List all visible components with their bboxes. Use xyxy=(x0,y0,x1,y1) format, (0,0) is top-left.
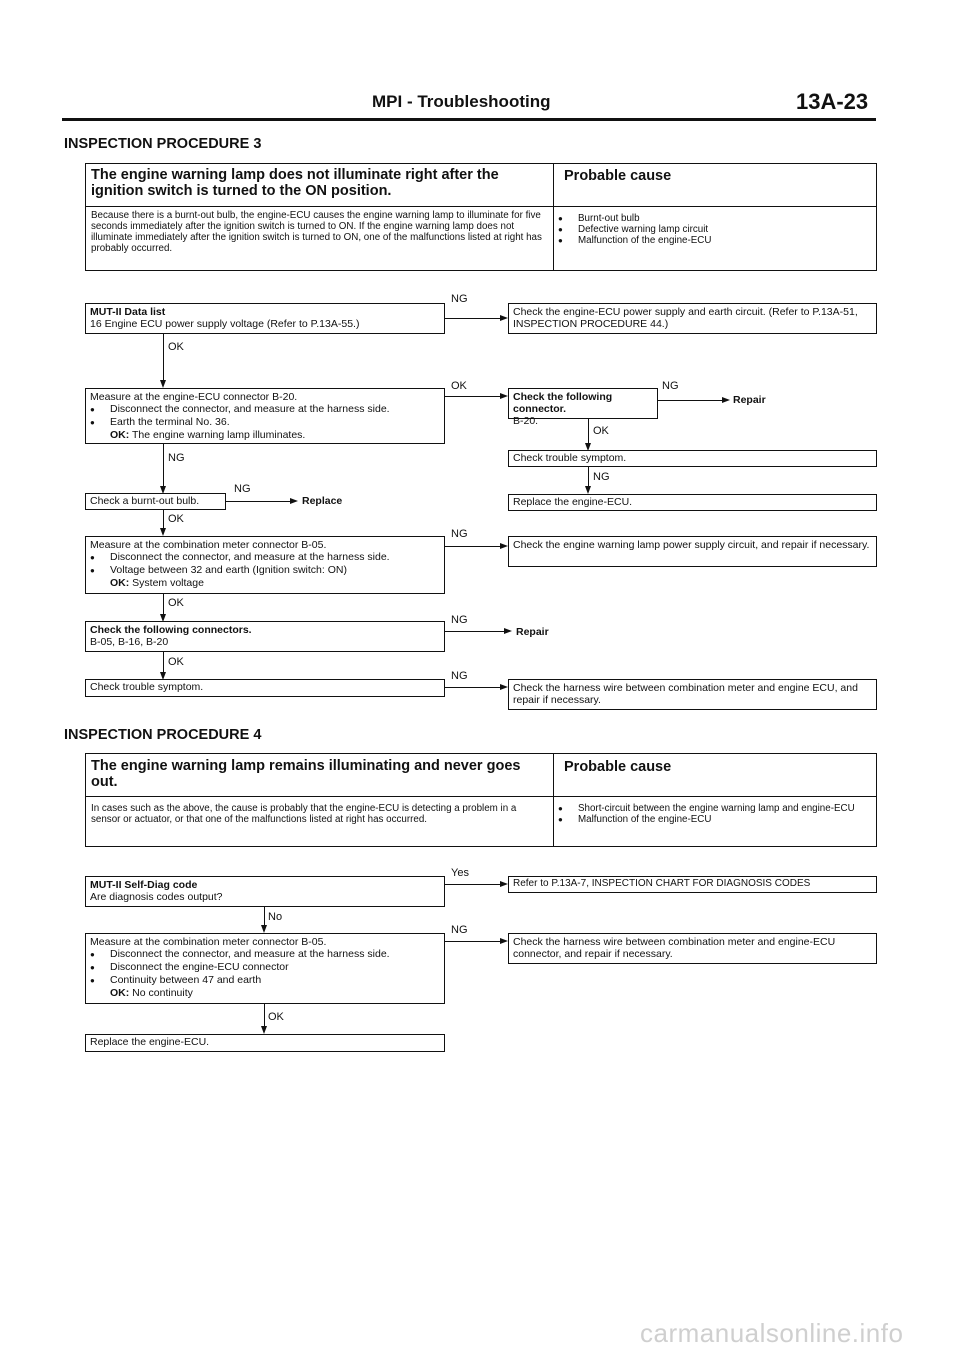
proc4-step2-ok-val: No continuity xyxy=(132,987,193,999)
label-ok: OK xyxy=(451,380,467,392)
proc3-symptom-table xyxy=(85,163,877,271)
proc4-symptom: The engine warning lamp remains illuminating and never goes out. xyxy=(91,758,521,790)
proc3-heading: INSPECTION PROCEDURE 3 xyxy=(64,136,262,152)
label-ng: NG xyxy=(168,452,185,464)
proc3-step1-text: 16 Engine ECU power supply voltage (Refer to P.13A-55.) xyxy=(90,318,360,330)
proc3-symptom: The engine warning lamp does not illuminate right after the ignition switch is turned to the ON position. xyxy=(91,167,499,199)
page-number: 13A-23 xyxy=(796,89,869,114)
proc4-description: In cases such as the above, the cause is probably that the engine-ECU is detecting a problem in a sensor or actuator, or that one of the malfunctions listed at right has occurred. xyxy=(91,803,517,825)
label-ng: NG xyxy=(234,483,251,495)
proc4-step1-box xyxy=(85,876,445,907)
proc3-step5-ng: Repair xyxy=(516,626,549,638)
proc3-causes xyxy=(558,213,858,246)
proc3-step5-box xyxy=(85,621,445,652)
proc3-step1-title: MUT-II Data list xyxy=(90,306,166,318)
list-item: ● Disconnect the connector, and measure at the harness side. xyxy=(90,403,440,416)
proc3-step2-ok-ok: Check trouble symptom. xyxy=(513,452,627,464)
proc3-step1-ng-text: Check the engine-ECU power supply and earth circuit. (Refer to P.13A-51, INSPECTION PROCEDURE 44.) xyxy=(513,306,858,330)
page-header-title: MPI - Troubleshooting xyxy=(372,92,551,111)
proc4-step1-yes: Refer to P.13A-7, INSPECTION CHART FOR DIAGNOSIS CODES xyxy=(513,878,811,889)
proc4-step2-ng-box xyxy=(508,933,877,964)
label-ok: OK xyxy=(268,1011,284,1023)
proc4-step2-intro: Measure at the combination meter connector B-05. xyxy=(90,936,327,948)
ok-key: OK: xyxy=(110,429,130,441)
proc3-step3: Check a burnt-out bulb. xyxy=(90,495,200,507)
proc3-description: Because there is a burnt-out bulb, the engine-ECU causes the engine warning lamp to illuminate for five seconds immediately after the ignition switch is turned to ON. If the engine warning lamp does not illuminate immediately after the ignition switch is turned to ON, one of the malfunctions listed at right has probably occurred. xyxy=(91,210,542,254)
ok-key: OK: xyxy=(110,577,130,589)
label-yes: Yes xyxy=(451,867,469,879)
label-no: No xyxy=(268,911,283,923)
proc3-step4-ng: Check the engine warning lamp power supply circuit, and repair if necessary. xyxy=(513,539,870,551)
label-ng: NG xyxy=(451,528,468,540)
proc3-step6-ng: Check the harness wire between combination meter and engine ECU, and repair if necessary. xyxy=(513,682,858,706)
proc3-step5-title: Check the following connectors. xyxy=(90,624,252,636)
proc3-step2-ok-ok-box xyxy=(508,450,877,467)
list-item: ● Disconnect the engine-ECU connector xyxy=(90,961,440,974)
list-item: ● Malfunction of the engine-ECU xyxy=(558,235,858,246)
list-item: ● Voltage between 32 and earth (Ignition switch: ON) xyxy=(90,564,440,577)
label-ng: NG xyxy=(451,670,468,682)
list-item: ● Earth the terminal No. 36. xyxy=(90,416,440,429)
label-ok: OK xyxy=(168,513,184,525)
proc4-step3-box xyxy=(85,1034,445,1052)
label-ng: NG xyxy=(451,614,468,626)
list-item: ● Disconnect the connector, and measure at the harness side. xyxy=(90,551,440,564)
proc3-step2-box xyxy=(85,388,445,444)
proc3-step2-ok-box xyxy=(508,388,658,427)
proc3-step4-ng-box xyxy=(508,536,877,567)
label-ok: OK xyxy=(168,597,184,609)
proc3-cause-title: Probable cause xyxy=(564,168,672,184)
label-ok: OK xyxy=(168,656,184,668)
list-item: ● Burnt-out bulb xyxy=(558,213,858,224)
proc4-step1-yes-box xyxy=(508,876,877,893)
list-item: ● Continuity between 47 and earth xyxy=(90,974,440,987)
label-ng: NG xyxy=(593,471,610,483)
proc3-step1-box xyxy=(85,303,445,334)
proc4-heading: INSPECTION PROCEDURE 4 xyxy=(64,727,262,743)
label-ok: OK xyxy=(593,425,609,437)
watermark: carmanualsonline.info xyxy=(640,1318,904,1348)
proc3-step2-final-box xyxy=(508,494,877,511)
list-item: ● Short-circuit between the engine warning lamp and engine-ECU xyxy=(558,803,870,814)
proc3-step6-box xyxy=(85,679,445,697)
proc3-step4-intro: Measure at the combination meter connector B-05. xyxy=(90,539,327,551)
proc3-step5-text: B-05, B-16, B-20 xyxy=(90,636,169,648)
proc3-step2-ok-val: The engine warning lamp illuminates. xyxy=(131,429,306,441)
ok-key: OK: xyxy=(110,987,130,999)
label-ok: OK xyxy=(168,341,184,353)
proc3-step2-intro: Measure at the engine-ECU connector B-20. xyxy=(90,391,298,403)
proc4-step2-box xyxy=(85,933,445,1004)
proc3-step2-ok-conn: B-20. xyxy=(513,415,539,427)
list-item: ● Disconnect the connector, and measure at the harness side. xyxy=(90,948,440,961)
proc3-step2-ok-ng: Repair xyxy=(733,394,766,406)
proc4-step3: Replace the engine-ECU. xyxy=(90,1036,210,1048)
proc4-causes xyxy=(558,803,870,825)
proc3-step3-box xyxy=(85,493,226,510)
proc4-step1-text: Are diagnosis codes output? xyxy=(90,891,223,903)
header-rule xyxy=(62,118,876,121)
list-item: ● Malfunction of the engine-ECU xyxy=(558,814,870,825)
label-ng: NG xyxy=(662,380,679,392)
list-item: ● Defective warning lamp circuit xyxy=(558,224,858,235)
label-ng: NG xyxy=(451,924,468,936)
proc4-symptom-table xyxy=(85,753,877,847)
proc3-step1-ng-box xyxy=(508,303,877,334)
proc4-step2-ng: Check the harness wire between combination meter and engine-ECU connector, and repair if necessary. xyxy=(513,936,836,960)
proc3-step6: Check trouble symptom. xyxy=(90,681,204,693)
proc3-step2-ok-final: Replace the engine-ECU. xyxy=(513,496,633,508)
proc3-step2-ok-bold: Check the following connector. xyxy=(513,391,613,415)
proc4-step1-title: MUT-II Self-Diag code xyxy=(90,879,198,891)
proc3-step4-ok-val: System voltage xyxy=(132,577,204,589)
proc3-step6-ng-box xyxy=(508,679,877,710)
proc3-step3-ng: Replace xyxy=(302,495,343,507)
label-ng: NG xyxy=(451,293,468,305)
proc3-step4-box xyxy=(85,536,445,594)
proc4-cause-title: Probable cause xyxy=(564,759,672,775)
